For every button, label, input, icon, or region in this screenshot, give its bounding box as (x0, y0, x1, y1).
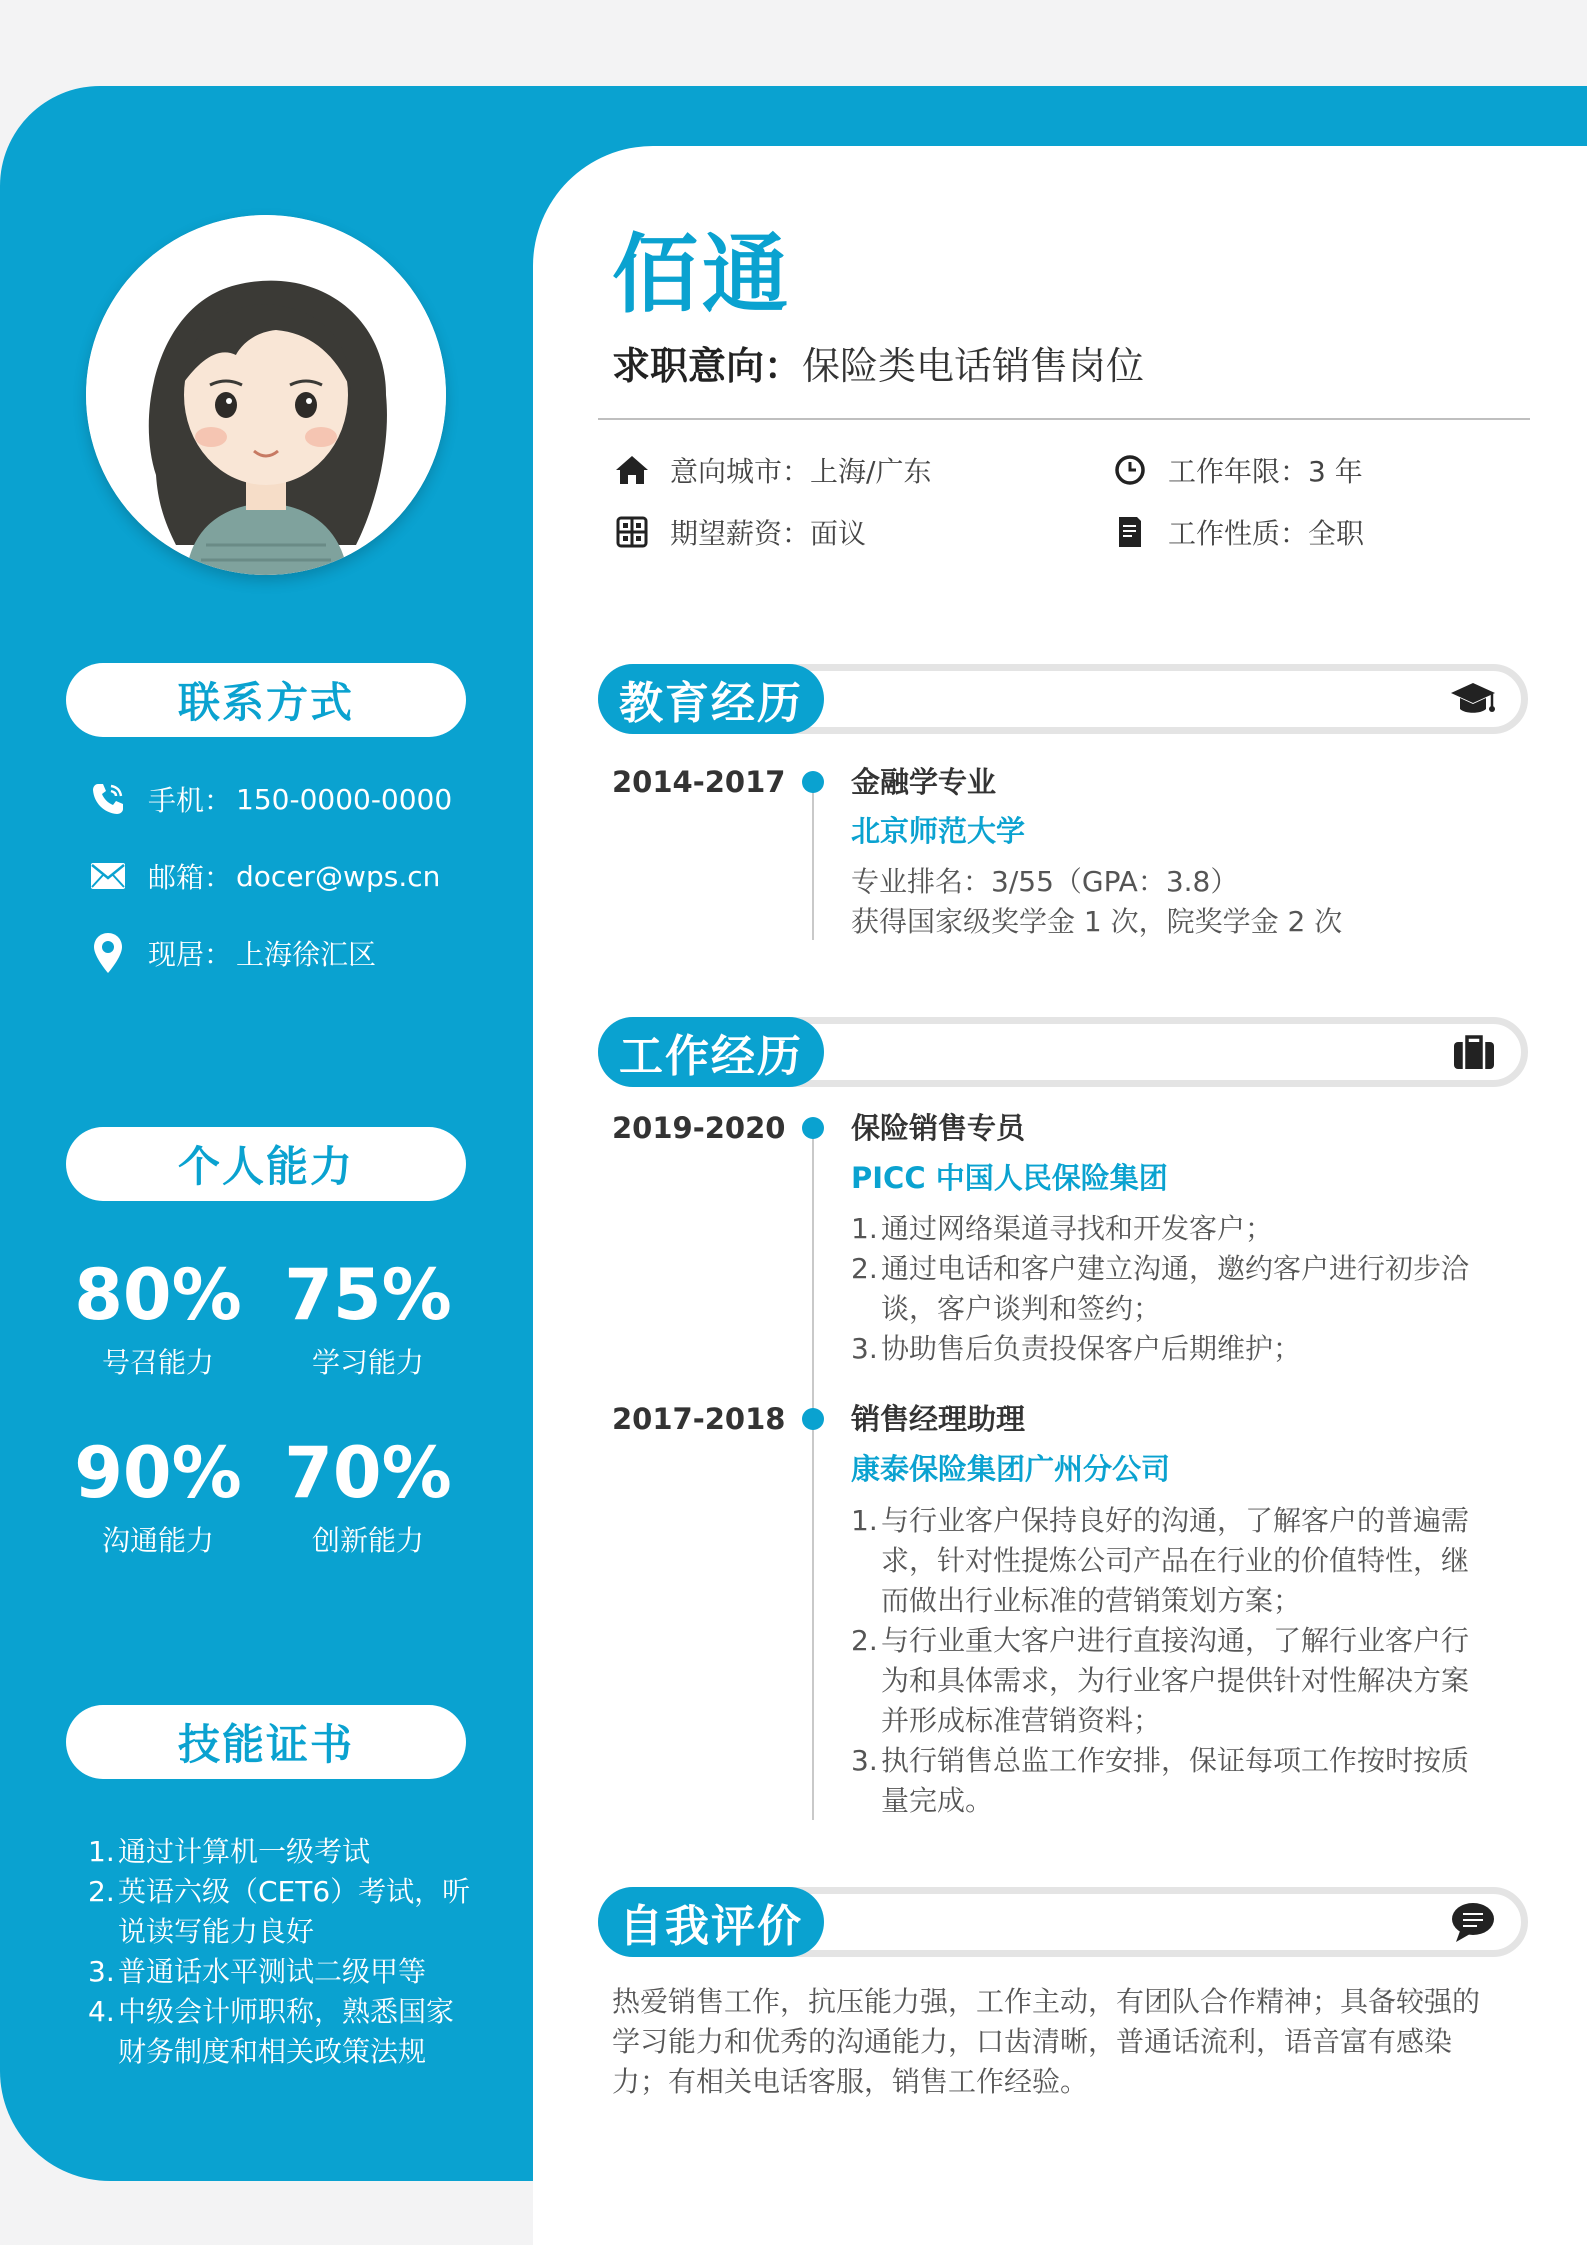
certificates-section-title: 技能证书 (177, 1720, 354, 1769)
work-role: 保险销售专员 (851, 1111, 1026, 1145)
info-label: 意向城市： (670, 455, 811, 488)
list-number: 2. (88, 1875, 115, 1908)
abilities-section-header (66, 1127, 466, 1201)
info-label: 工作年限： (1168, 455, 1309, 488)
certificate-list (88, 1832, 478, 2072)
list-text: 获得国家级奖学金 1 次，院奖学金 2 次 (851, 905, 1343, 938)
contact-location (88, 931, 376, 975)
list-text: 协助售后负责投保客户后期维护； (881, 1332, 1302, 1365)
timeline-dot (802, 1117, 824, 1139)
info-value: 3 年 (1308, 455, 1363, 488)
work-role: 销售经理助理 (851, 1402, 1026, 1436)
graduation-cap-icon (1450, 676, 1496, 722)
list-item (851, 1621, 1481, 1741)
ability-label: 学习能力 (311, 1346, 424, 1379)
location-pin-icon (88, 933, 128, 973)
mail-icon (88, 856, 128, 896)
contact-location-value: 上海徐汇区 (236, 938, 377, 971)
education-school: 北京师范大学 (851, 814, 1026, 848)
abilities-section-title: 个人能力 (177, 1142, 354, 1191)
list-item (88, 1832, 478, 1872)
contact-location-label: 现居： (148, 938, 233, 971)
info-city (614, 450, 931, 490)
education-section-header (598, 664, 824, 734)
info-value: 上海/广东 (810, 455, 932, 488)
timeline-line (812, 1124, 814, 1820)
contact-phone (88, 777, 452, 821)
self-eval-text: 热爱销售工作，抗压能力强，工作主动，有团队合作精神；具备较强的学习能力和优秀的沟通能力，口齿清晰，普通话流利，语音富有感染力；有相关电话客服，销售工作经验。 (612, 1985, 1481, 2098)
list-number: 1. (851, 1504, 878, 1537)
info-value: 全职 (1308, 517, 1365, 550)
contact-email-value: docer@wps.cn (236, 859, 441, 893)
list-number: 1. (88, 1835, 115, 1868)
education-major: 金融学专业 (851, 765, 997, 799)
list-item (851, 1329, 1481, 1369)
list-text: 通过网络渠道寻找和开发客户； (881, 1212, 1274, 1245)
work-period: 2019-2020 (612, 1111, 786, 1145)
list-text: 执行销售总监工作安排，保证每项工作按时按质量完成。 (881, 1744, 1470, 1817)
list-number: 3. (88, 1955, 115, 1988)
list-number: 3. (851, 1744, 878, 1777)
work-duties (851, 1209, 1481, 1369)
phone-icon (88, 779, 128, 819)
ability-stat (58, 1255, 258, 1381)
home-icon (614, 452, 650, 488)
ability-value: 90% (74, 1432, 242, 1514)
education-section-title: 教育经历 (619, 678, 803, 729)
timeline-dot (802, 1408, 824, 1430)
contact-section-header (66, 663, 466, 737)
list-text: 通过计算机一级考试 (118, 1835, 371, 1868)
info-value: 面议 (810, 517, 867, 550)
list-text: 普通话水平测试二级甲等 (118, 1955, 427, 1988)
list-number: 1. (851, 1212, 878, 1245)
ability-stat (58, 1433, 258, 1559)
ability-label: 沟通能力 (101, 1524, 214, 1557)
list-text: 通过电话和客户建立沟通，邀约客户进行初步洽谈，客户谈判和签约； (881, 1252, 1470, 1325)
list-item (88, 1872, 478, 1952)
list-item (851, 1209, 1481, 1249)
avatar (86, 215, 446, 575)
list-text: 与行业客户保持良好的沟通，了解客户的普遍需求，针对性提炼公司产品在行业的价值特性，继而做出行业标准的营销策划方案； (881, 1504, 1470, 1617)
document-icon (1112, 514, 1148, 550)
list-item (851, 1741, 1481, 1821)
contact-email-label: 邮箱： (148, 861, 233, 894)
speech-bubble-icon (1450, 1899, 1496, 1945)
contact-phone-label: 手机： (148, 784, 233, 817)
work-section-header (598, 1017, 824, 1087)
work-section-title: 工作经历 (619, 1031, 803, 1082)
work-period: 2017-2018 (612, 1402, 786, 1436)
info-job-type (1112, 512, 1364, 552)
education-details (851, 862, 1481, 942)
ability-value: 75% (284, 1254, 452, 1336)
timeline-line (812, 778, 814, 940)
candidate-name: 佰通 (612, 225, 792, 325)
ability-stat (268, 1255, 468, 1381)
info-salary (614, 512, 866, 552)
clock-icon (1112, 452, 1148, 488)
list-number: 2. (851, 1624, 878, 1657)
list-item (851, 1249, 1481, 1329)
header-divider (598, 418, 1530, 420)
job-intent-label: 求职意向： (612, 344, 803, 388)
list-text: 中级会计师职称，熟悉国家财务制度和相关政策法规 (118, 1995, 455, 2068)
ability-stat (268, 1433, 468, 1559)
job-intent (612, 340, 1144, 392)
list-number: 4. (88, 1995, 115, 2028)
list-number: 2. (851, 1252, 878, 1285)
list-text: 专业排名：3/55（GPA：3.8） (851, 865, 1239, 898)
list-number: 3. (851, 1332, 878, 1365)
contact-section-title: 联系方式 (177, 678, 354, 727)
job-intent-value: 保险类电话销售岗位 (802, 344, 1145, 388)
self-eval-section-title: 自我评价 (619, 1901, 803, 1952)
list-item (88, 1952, 478, 1992)
ability-value: 70% (284, 1432, 452, 1514)
info-label: 期望薪资： (670, 517, 811, 550)
work-company: 康泰保险集团广州分公司 (851, 1452, 1171, 1486)
info-label: 工作性质： (1168, 517, 1309, 550)
salary-icon (614, 514, 650, 550)
ability-label: 创新能力 (311, 1524, 424, 1557)
avatar-illustration (86, 215, 446, 575)
timeline-dot (802, 771, 824, 793)
ability-label: 号召能力 (101, 1346, 214, 1379)
contact-email (88, 854, 440, 898)
list-item (88, 1992, 478, 2072)
work-duties (851, 1501, 1481, 1821)
list-text: 与行业重大客户进行直接沟通，了解行业客户行为和具体需求，为行业客户提供针对性解决方案并形成标准营销资料； (881, 1624, 1470, 1737)
self-eval-section-header (598, 1887, 824, 1957)
info-experience (1112, 450, 1363, 490)
ability-value: 80% (74, 1254, 242, 1336)
certificates-section-header (66, 1705, 466, 1779)
contact-phone-value: 150-0000-0000 (236, 782, 453, 816)
list-item (851, 1501, 1481, 1621)
work-company: PICC 中国人民保险集团 (851, 1161, 1168, 1195)
briefcase-icon (1451, 1029, 1497, 1075)
education-period: 2014-2017 (612, 765, 786, 799)
list-text: 英语六级（CET6）考试，听说读写能力良好 (118, 1875, 471, 1948)
